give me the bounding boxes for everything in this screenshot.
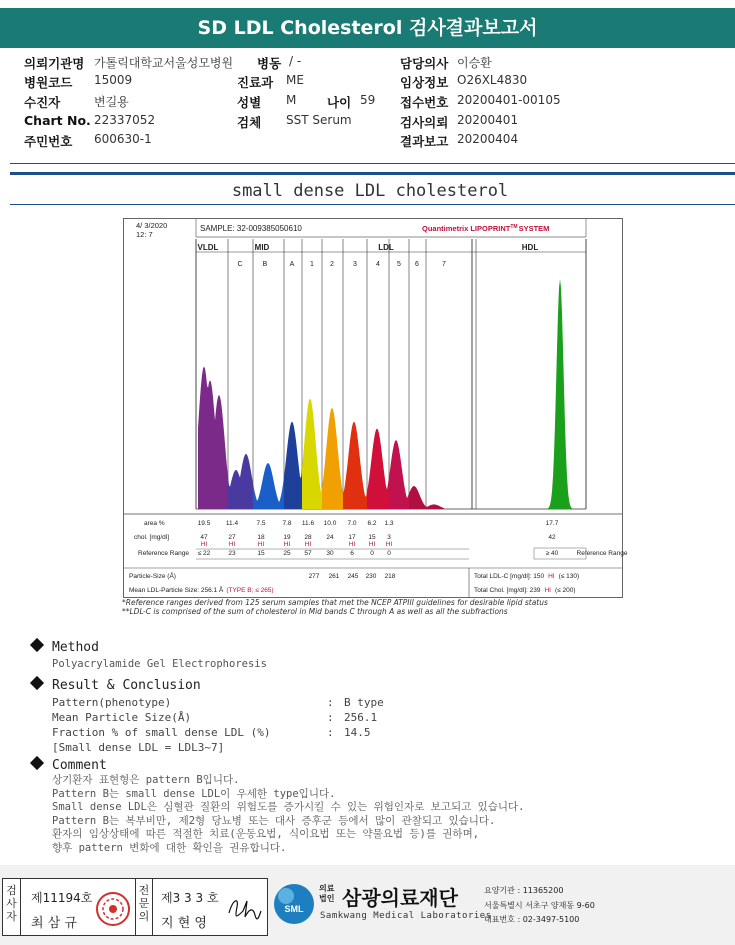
band-label: 6 xyxy=(415,261,419,268)
hi-flag: HI xyxy=(283,541,291,548)
age-label: 나이 xyxy=(327,95,352,110)
area-row-label: area % xyxy=(144,520,165,527)
chol-value: 24 xyxy=(326,534,334,541)
signature-box xyxy=(2,878,268,936)
ref-value: ≥ 40 xyxy=(545,550,559,557)
chart-no-value: 22337052 xyxy=(94,113,156,127)
chart-date: 4/ 3/2020 xyxy=(136,221,168,230)
chol-value: 42 xyxy=(548,534,556,541)
chart-title: small dense LDL cholesterol xyxy=(231,181,509,201)
area-value: 11.4 xyxy=(225,520,239,527)
dept-label: 진료과 xyxy=(237,75,274,90)
vert-char: 자 xyxy=(6,910,17,923)
ref-value: 15 xyxy=(257,550,265,557)
band-area xyxy=(426,504,444,509)
comment-line: 환자의 임상상태에 따른 적절한 치료(운동요법, 식이요법 또는 약물요법 등)를 권하며, xyxy=(52,828,480,840)
comment-heading: Comment xyxy=(52,758,107,773)
area-value: 17.7 xyxy=(545,520,559,527)
report-title: SD LDL Cholesterol 검사결과보고서 xyxy=(0,8,735,48)
ref-value: ≤ 22 xyxy=(197,550,211,557)
group-label-ldl: LDL xyxy=(378,243,394,252)
area-value: 1.3 xyxy=(384,520,394,527)
request-date-label: 검사의뢰 xyxy=(400,115,449,130)
diamond-bullet-icon xyxy=(30,676,44,690)
band-label: 1 xyxy=(310,261,314,268)
chol-value: 18 xyxy=(257,534,265,541)
band-label: B xyxy=(262,261,268,268)
area-value: 7.0 xyxy=(347,520,357,527)
band-area xyxy=(409,486,426,509)
rrn-value: 600630-1 xyxy=(94,132,152,146)
specimen-value: SST Serum xyxy=(286,113,352,127)
band-area xyxy=(228,454,253,509)
hi-flag: HI xyxy=(257,541,265,548)
age-value: 59 xyxy=(360,93,376,107)
ref-value: 0 xyxy=(370,550,374,557)
specimen-label: 검체 xyxy=(237,115,262,130)
lipoprint-chart xyxy=(123,218,628,598)
org-english: Samkwang Medical Laboratories xyxy=(320,911,492,921)
hi-flag: HI xyxy=(368,541,376,548)
examinee-label: 수진자 xyxy=(24,95,61,110)
hospital-code-label: 병원코드 xyxy=(24,75,73,90)
total-ldl-text: Total LDL-C [mg/dl]: 150 HI (≤ 130) xyxy=(474,573,580,580)
chol-row-label: chol. [mg/dl] xyxy=(134,534,170,541)
band-label: A xyxy=(289,261,295,268)
ref-value: 57 xyxy=(304,550,312,557)
vert-char: 의 xyxy=(138,910,150,923)
particle-size: 245 xyxy=(347,573,359,580)
org-phone: 대표번호 : 02-3497-5100 xyxy=(484,915,580,924)
mean-size-text: Mean LDL-Particle Size: 256.1 Å (TYPE B; ≤ 265) xyxy=(129,587,274,594)
sample-id: SAMPLE: 32-009385050610 xyxy=(200,224,302,233)
doctor-label: 담당의사 xyxy=(400,56,449,71)
org-address: 서울특별시 서초구 양재동 9-60 xyxy=(484,901,595,910)
dept-value: ME xyxy=(286,73,304,87)
group-label-vldl: VLDL xyxy=(197,243,219,252)
vert-char: 검 xyxy=(6,884,17,897)
ref-right-label: Reference Range xyxy=(576,550,628,557)
area-value: 11.6 xyxy=(301,520,315,527)
institution-value: 가톨릭대학교서울성모병원 xyxy=(94,56,234,70)
org-prefix: 의료 xyxy=(319,884,335,893)
comment-section xyxy=(32,758,524,855)
receipt-label: 접수번호 xyxy=(400,95,449,110)
clinical-label: 임상정보 xyxy=(400,75,449,90)
logo-text: SML xyxy=(284,904,304,914)
band-label: 2 xyxy=(330,261,334,268)
sex-value: M xyxy=(286,93,297,107)
total-chol-text: Total Chol. [mg/dl]: 239 HI (≤ 200) xyxy=(474,587,576,594)
chol-value: 27 xyxy=(228,534,236,541)
ref-value: 23 xyxy=(228,550,236,557)
area-value: 6.2 xyxy=(367,520,377,527)
chol-value: 47 xyxy=(200,534,208,541)
band-area xyxy=(544,279,572,509)
ref-value: 0 xyxy=(387,550,391,557)
band-area xyxy=(389,440,409,509)
comment-line: 상기환자 표현형은 pattern B입니다. xyxy=(52,774,240,786)
brand-name: Quantimetrix LIPOPRINT™SYSTEM xyxy=(422,224,550,233)
diamond-bullet-icon xyxy=(30,756,44,770)
vert-char: 문 xyxy=(138,897,150,910)
method-heading: Method xyxy=(52,640,99,655)
band-area xyxy=(284,422,302,509)
request-date-value: 20200401 xyxy=(457,113,519,127)
hi-flag: HI xyxy=(200,541,208,548)
chol-value: 15 xyxy=(368,534,376,541)
group-label-hdl: HDL xyxy=(521,243,539,252)
comment-line: 향후 pattern 변화에 대한 확인을 권유합니다. xyxy=(52,841,287,854)
receipt-value: 20200401-00105 xyxy=(457,93,561,107)
particle-size: 261 xyxy=(328,573,340,580)
chol-value: 19 xyxy=(283,534,291,541)
org-code: 요양기관 : 11365200 xyxy=(484,886,564,895)
clinical-value: O26XL4830 xyxy=(457,73,528,87)
vert-char: 전 xyxy=(138,884,150,897)
band-area xyxy=(253,463,284,509)
particle-size: 230 xyxy=(365,573,377,580)
chart-notes xyxy=(122,598,548,616)
hi-flag: HI xyxy=(348,541,356,548)
examinee-value: 변길용 xyxy=(94,95,129,109)
band-area xyxy=(367,429,389,510)
confirmer-vert-label xyxy=(135,879,153,935)
chart-time: 12: 7 xyxy=(136,230,153,239)
area-value: 10.0 xyxy=(323,520,337,527)
band-label: 4 xyxy=(376,261,380,268)
ref-value: 30 xyxy=(326,550,334,557)
org-name: 삼광의료재단 xyxy=(342,886,458,910)
chol-value: 17 xyxy=(348,534,356,541)
band-area xyxy=(322,408,343,509)
chol-value: 3 xyxy=(387,534,391,541)
examiner-vert-label xyxy=(3,879,21,935)
method-text: Polyacrylamide Gel Electrophoresis xyxy=(52,658,267,670)
area-value: 7.8 xyxy=(282,520,292,527)
sex-label: 성별 xyxy=(237,95,262,110)
hi-flag: HI xyxy=(385,541,393,548)
signature-icon xyxy=(225,893,263,923)
examiner-license: 제11194호 xyxy=(31,891,93,905)
divider xyxy=(10,204,735,205)
band-label: 7 xyxy=(442,261,446,268)
sml-logo-icon xyxy=(272,882,316,926)
note-line: *Reference ranges derived from 125 serum samples that met the NCEP ATPIII guidelines for desirable lipid status xyxy=(122,598,548,607)
band-area xyxy=(343,422,367,509)
report-date-value: 20200404 xyxy=(457,132,519,146)
divider xyxy=(10,172,735,175)
comment-line: Small dense LDL은 심혈관 질환의 위험도를 증가시킬 수 있는 위험인자로 보고되고 있습니다. xyxy=(52,801,525,813)
band-area xyxy=(198,366,228,509)
ref-value: 25 xyxy=(283,550,291,557)
hi-flag: HI xyxy=(228,541,236,548)
group-label-mid: MID xyxy=(254,243,270,252)
particle-size: 277 xyxy=(308,573,320,580)
report-date-label: 결과보고 xyxy=(400,134,449,149)
vert-char: 사 xyxy=(6,897,17,910)
hospital-code-value: 15009 xyxy=(94,73,133,87)
method-section xyxy=(32,640,267,670)
chol-value: 28 xyxy=(304,534,312,541)
ref-row-label: Reference Range xyxy=(138,550,189,557)
examiner-name: 최 삼 규 xyxy=(31,916,77,931)
divider xyxy=(10,163,735,164)
result-section: Result & Conclusion Pattern(phenotype) : B type Mean Particle Size(Å) : 256.1 Fraction % of small dense LDL (%) : 14.5 [Small dense LDL = LDL3~7] xyxy=(32,678,532,758)
comment-line: Pattern B는 small dense LDL이 우세한 type입니다. xyxy=(52,787,336,800)
doctor-value: 이승환 xyxy=(457,56,492,70)
band-label: 5 xyxy=(397,261,401,268)
band-label: 3 xyxy=(353,261,357,268)
ward-label: 병동 xyxy=(257,56,282,71)
rrn-label: 주민번호 xyxy=(24,134,73,149)
ward-value: / - xyxy=(289,54,302,68)
note-line: **LDL-C is comprised of the sum of cholesterol in Mid bands C through A as well as all the subfractions xyxy=(122,607,508,616)
diamond-bullet-icon xyxy=(30,638,44,652)
size-row-label: Particle-Size (Å) xyxy=(129,573,176,580)
hi-flag: HI xyxy=(304,541,312,548)
area-value: 19.5 xyxy=(197,520,211,527)
org-prefix: 법인 xyxy=(319,894,335,903)
confirmer-license: 제3 3 3 호 xyxy=(161,891,219,905)
particle-size: 218 xyxy=(384,573,396,580)
ref-value: 6 xyxy=(350,550,354,557)
seal-stamp-icon xyxy=(93,889,133,929)
result-heading: Result & Conclusion xyxy=(52,678,201,693)
chart-no-label: Chart No. xyxy=(24,113,91,128)
band-label: C xyxy=(237,261,243,268)
comment-line: Pattern B는 복부비만, 제2형 당뇨병 또는 대사 증후군 등에서 많이 관찰되고 있습니다. xyxy=(52,814,496,827)
institution-label: 의뢰기관명 xyxy=(24,56,85,71)
band-area xyxy=(302,399,322,509)
lipoprint-svg xyxy=(124,219,628,597)
confirmer-name: 지 현 영 xyxy=(161,916,207,931)
area-value: 7.5 xyxy=(256,520,266,527)
